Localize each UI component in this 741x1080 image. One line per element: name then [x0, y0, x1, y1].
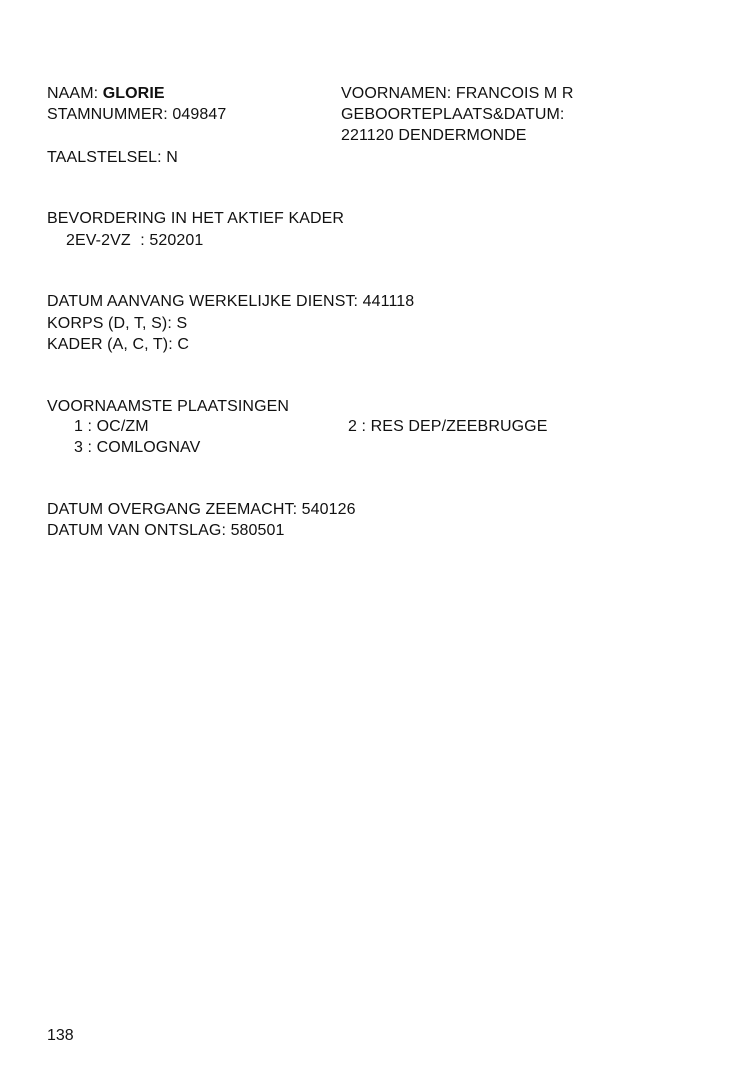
- ontslag-label: DATUM VAN ONTSLAG:: [47, 522, 227, 539]
- plaatsing-text: : COMLOGNAV: [87, 439, 201, 456]
- plaatsing-number: 3: [74, 439, 83, 456]
- voornamen-label: VOORNAMEN:: [341, 85, 452, 102]
- korps-value: S: [176, 315, 188, 332]
- bevordering-entry: [66, 231, 203, 251]
- taalstelsel-value: N: [166, 149, 178, 166]
- plaatsing-item-3: [74, 438, 200, 458]
- taalstelsel-line: [47, 148, 178, 168]
- plaatsingen-title: VOORNAAMSTE PLAATSINGEN: [47, 398, 290, 415]
- taalstelsel-label: TAALSTELSEL:: [47, 149, 162, 166]
- plaatsing-text: : OC/ZM: [87, 418, 149, 435]
- korps-label: KORPS (D, T, S):: [47, 315, 172, 332]
- ontslag-value: 580501: [230, 522, 285, 539]
- zeemacht-value: 540126: [301, 501, 356, 518]
- kader-label: KADER (A, C, T):: [47, 336, 173, 353]
- korps-line: [47, 314, 187, 334]
- zeemacht-label: DATUM OVERGANG ZEEMACHT:: [47, 501, 298, 518]
- voornamen-line: [341, 84, 574, 104]
- zeemacht-line: [47, 500, 356, 520]
- geboorte-value: 221120 DENDERMONDE: [341, 127, 527, 144]
- bevordering-date: 520201: [149, 232, 204, 249]
- kader-value: C: [177, 336, 189, 353]
- voornamen-value: FRANCOIS M R: [455, 85, 574, 102]
- name-value: GLORIE: [102, 85, 165, 102]
- plaatsing-item-1: [74, 417, 149, 437]
- aanvang-line: [47, 292, 414, 312]
- name-line: [47, 84, 165, 104]
- plaatsing-number: 2: [348, 418, 357, 435]
- page-number: 138: [47, 1027, 74, 1044]
- aanvang-label: DATUM AANVANG WERKELIJKE DIENST:: [47, 293, 359, 310]
- aanvang-value: 441118: [362, 293, 415, 310]
- kader-line: [47, 335, 189, 355]
- bevordering-separator: :: [140, 232, 145, 249]
- stamnummer-line: [47, 105, 226, 125]
- ontslag-line: [47, 521, 285, 541]
- name-label: NAAM:: [47, 85, 99, 102]
- stamnummer-label: STAMNUMMER:: [47, 106, 168, 123]
- bevordering-title: BEVORDERING IN HET AKTIEF KADER: [47, 210, 345, 227]
- bevordering-rank: 2EV-2VZ: [66, 232, 131, 249]
- geboorte-label: GEBOORTEPLAATS&DATUM:: [341, 106, 565, 123]
- plaatsing-text: : RES DEP/ZEEBRUGGE: [361, 418, 548, 435]
- plaatsing-item-2: [348, 417, 548, 437]
- stamnummer-value: 049847: [172, 106, 227, 123]
- plaatsing-number: 1: [74, 418, 83, 435]
